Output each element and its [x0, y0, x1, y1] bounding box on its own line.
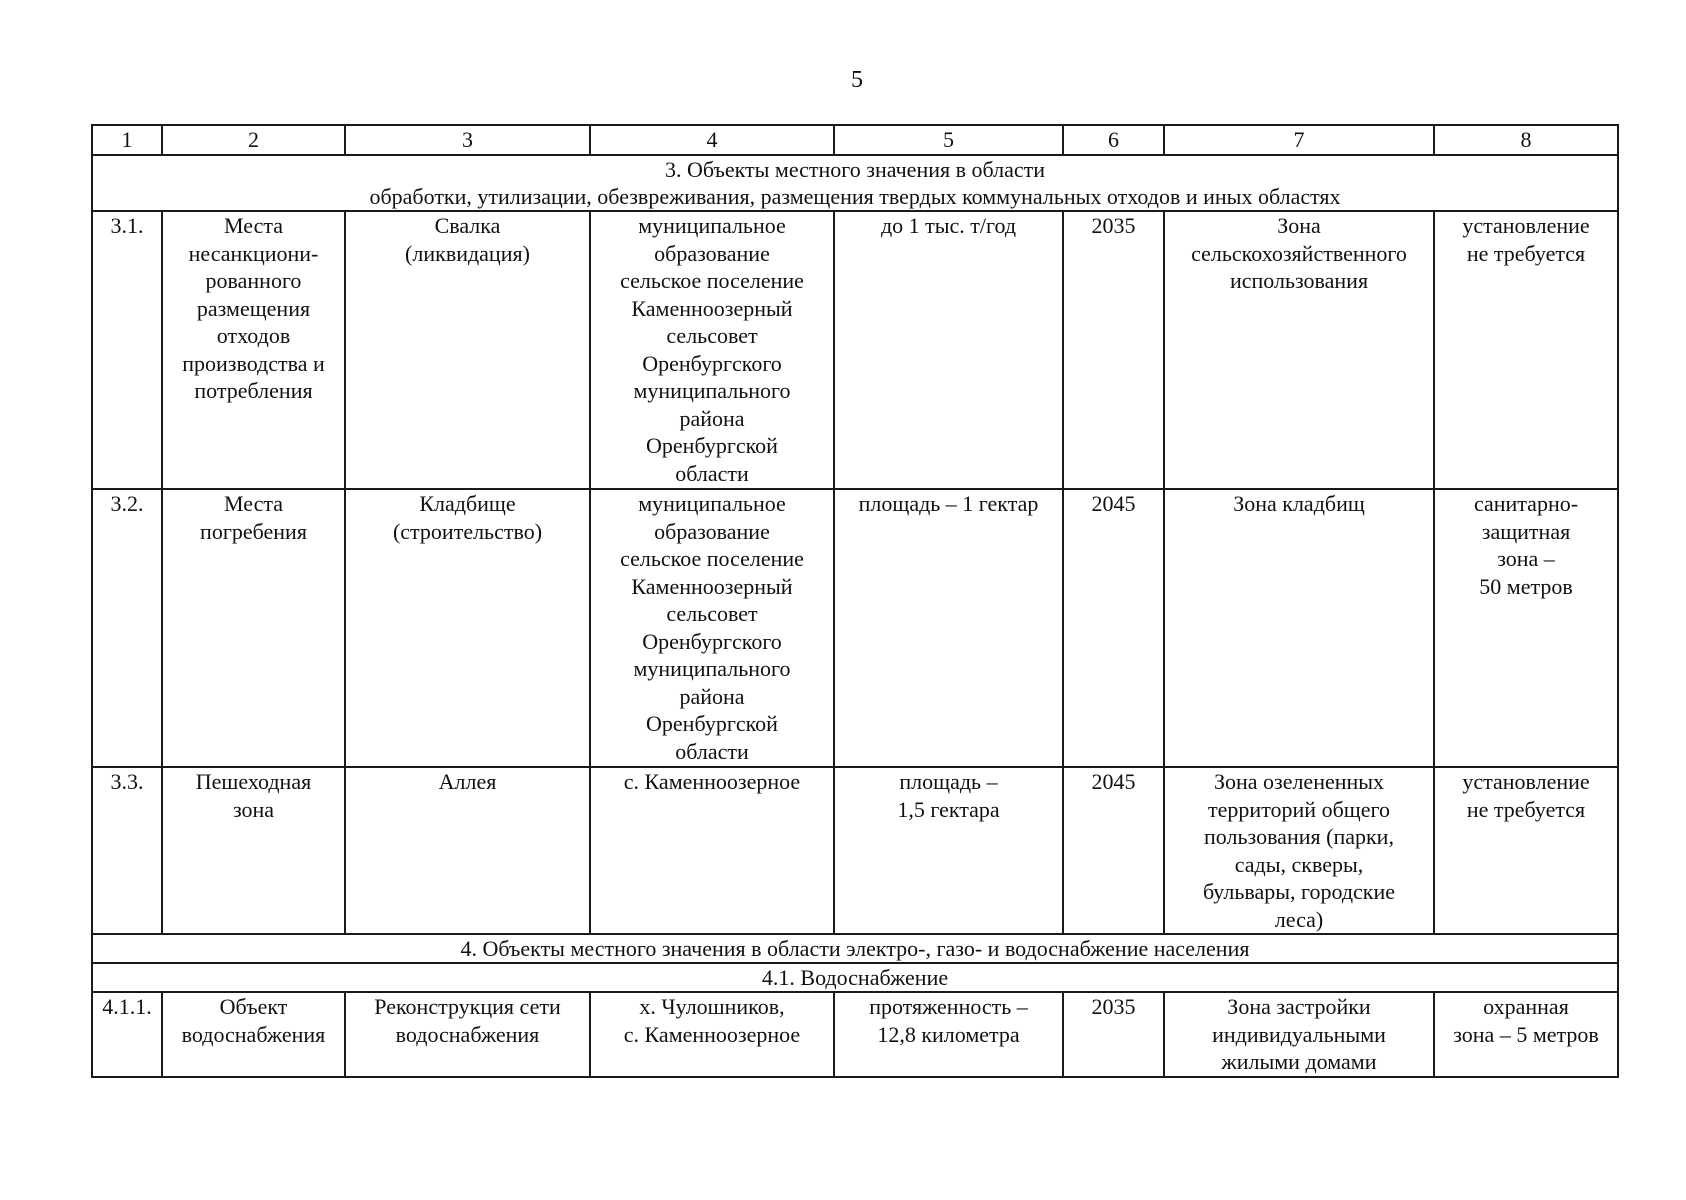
cell-text-line: сельсовет	[666, 323, 758, 348]
section-4-row	[92, 934, 1618, 963]
cell-year: 2045	[1063, 489, 1164, 767]
cell-location	[590, 489, 834, 767]
cell-text-line: производства и	[182, 350, 325, 376]
column-header-5: 5	[834, 125, 1063, 155]
cell-text-line: 50 метров	[1479, 573, 1573, 599]
cell-text-line: водоснабжения	[395, 1021, 540, 1047]
cell-object-type	[162, 767, 345, 934]
cell-text-line: 1,5 гектара	[897, 796, 1000, 822]
cell-text-line: индивидуальными	[1212, 1021, 1386, 1047]
cell-text-line: муниципальное	[638, 213, 786, 238]
cell-text-line: Оренбургского	[642, 628, 782, 654]
cell-text-line: Аллея	[438, 769, 497, 794]
cell-text-line: Объект	[219, 994, 288, 1019]
cell-functional-zone	[1164, 489, 1434, 767]
cell-text-line: сельское поселение	[620, 546, 804, 571]
cell-text-line: Зона	[1277, 213, 1321, 238]
column-header-2: 2	[162, 125, 345, 155]
cell-text-line: сады, скверы,	[1234, 851, 1364, 877]
cell-text-line: Зона озелененных	[1213, 769, 1385, 794]
cell-text-line: Кладбище	[419, 491, 516, 516]
cell-text-line: (ликвидация)	[405, 240, 530, 266]
cell-object-name	[345, 489, 590, 767]
cell-text-line: потребления	[194, 378, 313, 403]
cell-object-type	[162, 489, 345, 767]
cell-text-line: не требуется	[1466, 240, 1586, 266]
cell-text-line: не требуется	[1466, 796, 1586, 822]
cell-text-line: зона – 5 метров	[1453, 1021, 1599, 1047]
cell-location	[590, 767, 834, 934]
cell-text-line: несанкциони-	[188, 240, 319, 266]
cell-text-line: рованного	[205, 268, 302, 293]
cell-text-line: погребения	[200, 518, 307, 544]
cell-functional-zone	[1164, 992, 1434, 1077]
cell-zone-restrictions	[1434, 767, 1618, 934]
cell-year: 2045	[1063, 767, 1164, 934]
cell-text-line: охранная	[1483, 994, 1569, 1019]
cell-text-line: водоснабжения	[181, 1021, 326, 1047]
cell-text-line: сельское поселение	[620, 268, 804, 293]
cell-text-line: с. Каменноозерное	[623, 1021, 801, 1047]
cell-text-line: Зона застройки	[1227, 994, 1371, 1019]
cell-text-line: сельсовет	[666, 601, 758, 626]
subsection-4-1-row	[92, 963, 1618, 992]
cell-object-name	[345, 211, 590, 489]
cell-text-line: х. Чулошников,	[639, 994, 785, 1019]
cell-object-type	[162, 211, 345, 489]
cell-text-line: Каменноозерный	[631, 295, 793, 321]
cell-text-line: (строительство)	[392, 518, 543, 544]
cell-text-line: Свалка	[434, 213, 501, 238]
cell-year: 2035	[1063, 211, 1164, 489]
cell-text-line: отходов	[216, 323, 291, 348]
cell-functional-zone	[1164, 767, 1434, 934]
cell-zone-restrictions	[1434, 992, 1618, 1077]
column-header-1: 1	[92, 125, 162, 155]
section-4-title: 4. Объекты местного значения в области электро-, газо- и водоснабжение населения	[92, 934, 1618, 963]
cell-text-line: установление	[1462, 213, 1590, 238]
cell-object-name	[345, 992, 590, 1077]
cell-characteristics	[834, 992, 1063, 1077]
cell-text-line: площадь –	[899, 769, 998, 794]
cell-zone-restrictions	[1434, 489, 1618, 767]
cell-text-line: зона	[232, 796, 275, 822]
cell-text-line: защитная	[1481, 518, 1571, 544]
cell-text-line: Оренбургского	[642, 350, 782, 376]
cell-characteristics	[834, 489, 1063, 767]
cell-text-line: протяженность –	[869, 994, 1028, 1019]
cell-text-line: территорий общего	[1208, 796, 1390, 822]
cell-text-line: области	[675, 460, 749, 486]
cell-location	[590, 992, 834, 1077]
cell-text-line: муниципального	[633, 656, 791, 681]
section-3-row	[92, 155, 1618, 211]
table-row	[92, 489, 1618, 767]
cell-text-line: площадь – 1 гектар	[858, 491, 1039, 516]
cell-characteristics	[834, 211, 1063, 489]
cell-text-line: Оренбургской	[646, 711, 778, 736]
cell-characteristics	[834, 767, 1063, 934]
cell-zone-restrictions	[1434, 211, 1618, 489]
cell-text-line: размещения	[196, 295, 311, 321]
cell-text-line: с. Каменноозерное	[623, 769, 801, 794]
column-header-4: 4	[590, 125, 834, 155]
column-header-3: 3	[345, 125, 590, 155]
cell-text-line: леса)	[1274, 906, 1324, 932]
cell-text-line: жилыми домами	[1221, 1049, 1377, 1074]
cell-functional-zone	[1164, 211, 1434, 489]
cell-number: 3.2.	[92, 489, 162, 767]
cell-text-line: Места	[224, 491, 283, 516]
cell-text-line: муниципальное	[638, 491, 786, 516]
column-header-8: 8	[1434, 125, 1618, 155]
cell-number: 4.1.1.	[92, 992, 162, 1077]
column-number-row	[92, 125, 1618, 155]
page-number: 5	[851, 67, 863, 93]
objects-table	[91, 124, 1619, 1078]
cell-text-line: установление	[1462, 769, 1590, 794]
cell-text-line: района	[679, 683, 745, 709]
section-3-line-1: 3. Объекты местного значения в области	[664, 157, 1046, 182]
cell-year: 2035	[1063, 992, 1164, 1077]
cell-text-line: образование	[654, 240, 770, 266]
cell-text-line: до 1 тыс. т/год	[880, 213, 1017, 238]
table-row	[92, 767, 1618, 934]
cell-text-line: Реконструкция сети	[374, 994, 561, 1019]
cell-text-line: бульвары, городские	[1202, 879, 1396, 904]
table-row	[92, 992, 1618, 1077]
cell-text-line: Зона кладбищ	[1233, 491, 1365, 516]
cell-text-line: Места	[224, 213, 283, 238]
column-header-6: 6	[1063, 125, 1164, 155]
column-header-7: 7	[1164, 125, 1434, 155]
cell-text-line: 12,8 километра	[877, 1021, 1020, 1047]
cell-text-line: Оренбургской	[646, 433, 778, 458]
cell-text-line: муниципального	[633, 378, 791, 403]
cell-object-type	[162, 992, 345, 1077]
subsection-4-1-title: 4.1. Водоснабжение	[92, 963, 1618, 992]
cell-text-line: района	[679, 405, 745, 431]
cell-object-name	[345, 767, 590, 934]
cell-text-line: использования	[1229, 268, 1369, 293]
cell-text-line: санитарно-	[1473, 491, 1579, 516]
cell-location	[590, 211, 834, 489]
table-row	[92, 211, 1618, 489]
cell-text-line: образование	[654, 518, 770, 544]
cell-text-line: зона –	[1497, 546, 1555, 571]
cell-text-line: Пешеходная	[195, 769, 312, 794]
cell-number: 3.1.	[92, 211, 162, 489]
cell-number: 3.3.	[92, 767, 162, 934]
cell-text-line: Каменноозерный	[631, 573, 793, 599]
section-3-title	[92, 155, 1618, 211]
cell-text-line: сельскохозяйственного	[1191, 240, 1407, 266]
section-3-line-2: обработки, утилизации, обезвреживания, размещения твердых коммунальных отходов и иных областях	[369, 184, 1341, 209]
cell-text-line: пользования (парки,	[1204, 824, 1394, 849]
cell-text-line: области	[675, 738, 749, 764]
